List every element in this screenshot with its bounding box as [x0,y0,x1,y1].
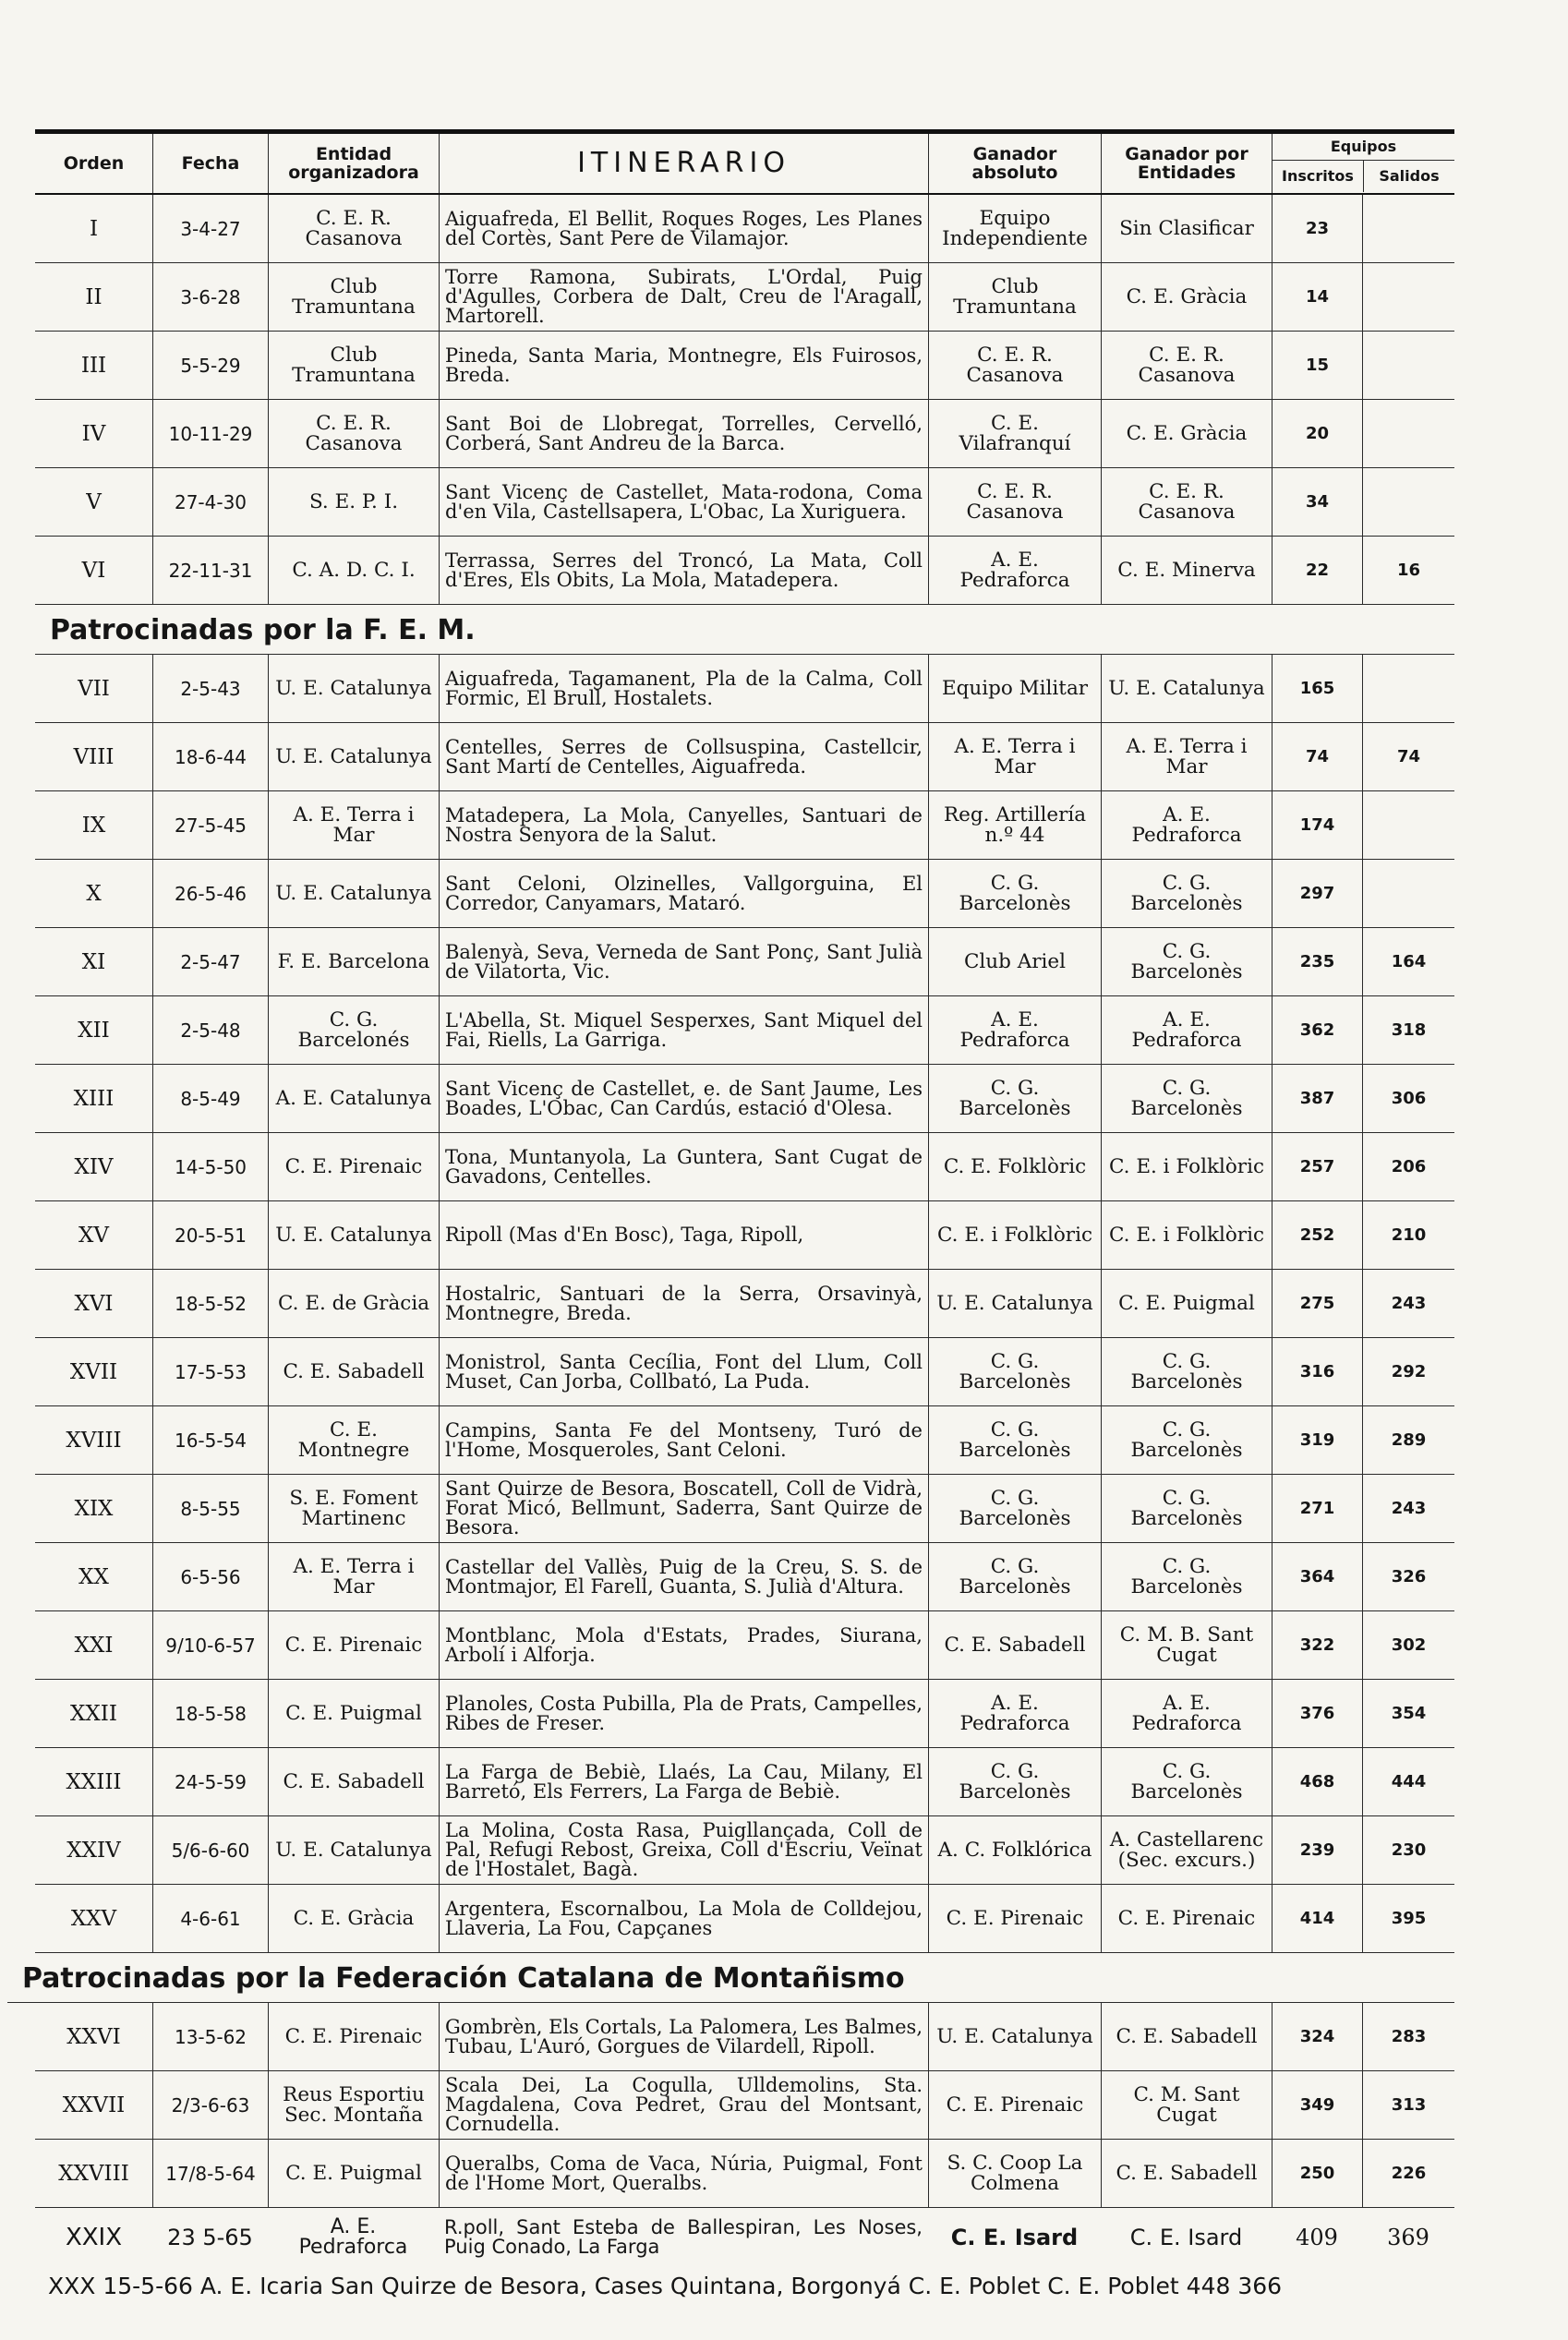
cell-salidos [1362,263,1454,331]
cell-ganador-entidades: C. G. Barcelonès [1101,1475,1272,1542]
cell-fecha: 24-5-59 [152,1748,268,1815]
table-row [35,1816,1454,1885]
cell-salidos [1362,468,1454,536]
cell-fecha: 18-6-44 [152,723,268,790]
cell-itinerario: Centelles, Serres de Collsuspina, Castellcir, Sant Martí de Centelles, Aiguafreda. [439,723,928,790]
cell-inscritos: 250 [1272,2140,1362,2207]
equipos-label: Equipos [1272,134,1454,161]
cell-inscritos: 239 [1272,1816,1362,1884]
cell-salidos: 16 [1362,537,1454,604]
cell-inscritos: 319 [1272,1406,1362,1474]
cell-itinerario: Tona, Muntanyola, La Guntera, Sant Cugat de Gavadons, Centelles. [439,1133,928,1200]
table-header [35,129,1454,195]
cell-ganador-absoluto: C. E. i Folklòric [928,1201,1101,1269]
cell-orden: XIII [73,1086,115,1111]
cell-entidad: U. E. Catalunya [268,860,439,927]
cell-orden: V [86,489,102,514]
cell-fecha: 26-5-46 [152,860,268,927]
cell-ganador-absoluto: C. E. Sabadell [928,1611,1101,1679]
cell-itinerario: La Molina, Costa Rasa, Puigllançada, Coll de Pal, Refugi Rebost, Greixa, Coll d'Escriu, Veïnat de l'Hostalet, Bagà. [439,1816,928,1884]
cell-itinerario: Sant Quirze de Besora, Boscatell, Coll de Vidrà, Forat Micó, Bellmunt, Saderra, Sant Quirze de Besora. [439,1475,928,1542]
cell-fecha: 14-5-50 [152,1133,268,1200]
cell-itinerario: Sant Boi de Llobregat, Torrelles, Cervelló, Corberá, Sant Andreu de la Barca. [439,400,928,467]
cell-fecha: 5-5-29 [152,332,268,399]
cell-salidos [1362,400,1454,467]
cell-ganador-entidades: C. E. Minerva [1101,537,1272,604]
cell-itinerario: Terrassa, Serres del Troncó, La Mata, Coll d'Eres, Els Obits, La Mola, Matadepera. [439,537,928,604]
cell-ganador-absoluto: Club Tramuntana [928,263,1101,331]
cell-orden: XXII [70,1701,117,1726]
cell-ganador-entidades: C. G. Barcelonès [1101,1748,1272,1815]
cell-fecha: 17/8-5-64 [152,2140,268,2207]
cell-ganador-absoluto: Reg. Artillería n.º 44 [928,791,1101,859]
col-ganador-absoluto: Ganador absoluto [928,134,1101,193]
cell-ganador-entidades: C. E. Puigmal [1101,1270,1272,1337]
col-ganador-entidades: Ganador por Entidades [1101,134,1272,193]
cell-fecha: 18-5-58 [152,1680,268,1747]
table-row [35,723,1454,791]
cell-itinerario: Ripoll (Mas d'En Bosc), Taga, Ripoll, [439,1201,928,1269]
cell-inscritos: 349 [1272,2071,1362,2139]
cell-entidad: C. E. de Gràcia [268,1270,439,1337]
cell-entidad: S. E. P. I. [268,468,439,536]
cell-entidad: C. E. Sabadell [268,1338,439,1405]
cell-fecha: 17-5-53 [152,1338,268,1405]
cell-entidad: C. E. Sabadell [268,1748,439,1815]
cell-entidad: C. A. D. C. I. [268,537,439,604]
cell-orden: VII [78,676,110,701]
cell-orden: IV [81,421,106,446]
table-row [35,1680,1454,1748]
cell-inscritos: 15 [1272,332,1362,399]
section-fcm: Patrocinadas por la Federación Catalana de Montañismo [7,1953,1454,2003]
cell-ganador-entidades: A. E. Terra i Mar [1101,723,1272,790]
cell-fecha: 27-4-30 [152,468,268,536]
cell-orden: XXIII [66,1769,122,1794]
cell-orden: XXVIII [58,2161,129,2186]
cell-ganador-entidades: C. G. Barcelonès [1101,1406,1272,1474]
cell-fecha: 13-5-62 [152,2003,268,2070]
cell-orden: VI [81,558,106,583]
results-table [22,129,1454,2299]
cell-inscritos: 409 [1296,2225,1338,2250]
cell-orden: II [85,284,103,309]
cell-salidos: 210 [1362,1201,1454,1269]
cell-orden: XIV [74,1154,114,1179]
cell-orden: XVIII [66,1428,122,1453]
cell-inscritos: 34 [1272,468,1362,536]
cell-fecha: 27-5-45 [152,791,268,859]
cell-fecha: 3-6-28 [152,263,268,331]
table-row [35,400,1454,468]
cell-ganador-absoluto: C. E. Pirenaic [928,2071,1101,2139]
cell-fecha: 2-5-43 [152,655,268,722]
cell-ganador-entidades: C. E. Gràcia [1101,263,1272,331]
cell-inscritos: 252 [1272,1201,1362,1269]
cell-salidos: 292 [1362,1338,1454,1405]
table-row [35,1270,1454,1338]
cell-ganador-absoluto: A. C. Folklórica [928,1816,1101,1884]
cell-orden: XXI [74,1633,114,1658]
cell-fecha: 10-11-29 [152,400,268,467]
cell-salidos: 369 [1387,2225,1429,2250]
cell-itinerario: Torre Ramona, Subirats, L'Ordal, Puig d'Agulles, Corbera de Dalt, Creu de l'Aragall, Martorell. [439,263,928,331]
table-row [35,332,1454,400]
cell-itinerario: Aiguafreda, Tagamanent, Pla de la Calma, Coll Formic, El Brull, Hostalets. [439,655,928,722]
cell-ganador-absoluto: C. E. R. Casanova [928,332,1101,399]
cell-orden: XX [78,1564,109,1589]
cell-entidad: C. E. R. Casanova [268,195,439,262]
cell-fecha: 5/6-6-60 [152,1816,268,1884]
cell-itinerario: L'Abella, St. Miquel Sesperxes, Sant Miquel del Fai, Riells, La Garriga. [439,996,928,1064]
cell-salidos: 318 [1362,996,1454,1064]
cell-inscritos: 387 [1272,1065,1362,1132]
cell-ganador-entidades: C. E. R. Casanova [1101,468,1272,536]
cell-inscritos: 20 [1272,400,1362,467]
cell-inscritos: 322 [1272,1611,1362,1679]
table-row [35,1065,1454,1133]
cell-entidad: Club Tramuntana [268,263,439,331]
cell-ganador-absoluto: C. G. Barcelonès [928,1543,1101,1610]
table-row [35,996,1454,1065]
table-row [35,791,1454,860]
table-row [35,928,1454,996]
cell-salidos: 230 [1362,1816,1454,1884]
cell-itinerario: R.poll, Sant Esteba de Ballespiran, Les Noses, Puig Conado, La Farga [444,2216,923,2258]
cell-entidad: U. E. Catalunya [268,723,439,790]
cell-entidad: U. E. Catalunya [268,1816,439,1884]
group-fcm [35,2003,1454,2208]
cell-ganador-absoluto: C. E. Isard [950,2225,1079,2250]
cell-inscritos: 362 [1272,996,1362,1064]
cell-fecha: 2-5-48 [152,996,268,1064]
cell-fecha: 2-5-47 [152,928,268,995]
cell-itinerario: Aiguafreda, El Bellit, Roques Roges, Les Planes del Cortès, Sant Pere de Vilamajor. [439,195,928,262]
cell-ganador-absoluto: Equipo Independiente [928,195,1101,262]
table-row [35,2071,1454,2140]
cell-ganador-entidades: C. E. Sabadell [1101,2003,1272,2070]
cell-inscritos: 14 [1272,263,1362,331]
cell-entidad: C. E. Pirenaic [268,1133,439,1200]
cell-inscritos: 275 [1272,1270,1362,1337]
cell-entidad: C. E. Pirenaic [268,2003,439,2070]
cell-ganador-absoluto: A. E. Pedraforca [928,537,1101,604]
table-row [35,1475,1454,1543]
cell-entidad: A. E. Terra i Mar [268,791,439,859]
cell-orden: XXIV [66,1838,121,1863]
cell-orden: XXVI [66,2024,121,2049]
cell-ganador-entidades: U. E. Catalunya [1101,655,1272,722]
cell-inscritos: 235 [1272,928,1362,995]
cell-ganador-absoluto: Club Ariel [928,928,1101,995]
cell-ganador-entidades: C. M. B. Sant Cugat [1101,1611,1272,1679]
cell-inscritos: 165 [1272,655,1362,722]
cell-salidos: 444 [1362,1748,1454,1815]
cell-inscritos: 324 [1272,2003,1362,2070]
cell-salidos: 395 [1362,1885,1454,1952]
cell-itinerario: La Farga de Bebiè, Llaés, La Cau, Milany, El Barretó, Els Ferrers, La Farga de Bebiè. [439,1748,928,1815]
cell-orden: XXVII [62,2093,126,2117]
cell-ganador-absoluto: C. E. R. Casanova [928,468,1101,536]
cell-itinerario: Balenyà, Seva, Verneda de Sant Ponç, Sant Julià de Vilatorta, Vic. [439,928,928,995]
cell-entidad: C. E. Puigmal [268,1680,439,1747]
cell-ganador-entidades: A. E. Pedraforca [1101,1680,1272,1747]
cell-entidad: Club Tramuntana [268,332,439,399]
table-row [35,655,1454,723]
cell-itinerario: Pineda, Santa Maria, Montnegre, Els Fuirosos, Breda. [439,332,928,399]
cell-salidos: 243 [1362,1270,1454,1337]
cell-inscritos: 174 [1272,791,1362,859]
table-row-30: XXX 15-5-66 A. E. Icaria San Quirze de Besora, Cases Quintana, Borgonyá C. E. Poblet C. E. Poblet 448 366 [48,2273,1283,2299]
col-orden: Orden [63,153,125,174]
cell-itinerario: Scala Dei, La Cogulla, Ulldemolins, Sta. Magdalena, Cova Pedret, Grau del Montsant, Cornudella. [439,2071,928,2139]
section-fem: Patrocinadas por la F. E. M. [35,605,1454,655]
cell-salidos: 206 [1362,1133,1454,1200]
col-entidad: Entidad organizadora [268,134,439,193]
cell-salidos: 306 [1362,1065,1454,1132]
cell-ganador-entidades: C. E. Isard [1129,2225,1243,2250]
table-row [35,1611,1454,1680]
cell-ganador-absoluto: S. C. Coop La Colmena [928,2140,1101,2207]
cell-inscritos: 297 [1272,860,1362,927]
group-early [35,195,1454,605]
cell-orden: XVI [74,1291,114,1316]
cell-itinerario: Matadepera, La Mola, Canyelles, Santuari de Nostra Senyora de la Salut. [439,791,928,859]
cell-ganador-absoluto: C. G. Barcelonès [928,860,1101,927]
cell-salidos: 326 [1362,1543,1454,1610]
cell-entidad: C. E. Gràcia [268,1885,439,1952]
cell-ganador-absoluto: A. E. Terra i Mar [928,723,1101,790]
cell-ganador-entidades: A. E. Pedraforca [1101,996,1272,1064]
cell-inscritos: 74 [1272,723,1362,790]
cell-ganador-absoluto: C. G. Barcelonès [928,1065,1101,1132]
cell-salidos: 164 [1362,928,1454,995]
col-itinerario: ITINERARIO [439,134,928,193]
cell-fecha: 4-6-61 [152,1885,268,1952]
cell-entidad: C. E. Montnegre [268,1406,439,1474]
cell-ganador-absoluto: A. E. Pedraforca [928,996,1101,1064]
cell-entidad: C. G. Barcelonés [268,996,439,1064]
cell-ganador-entidades: C. G. Barcelonès [1101,1543,1272,1610]
cell-itinerario: Campins, Santa Fe del Montseny, Turó de l'Home, Mosqueroles, Sant Celoni. [439,1406,928,1474]
cell-orden: XII [78,1018,110,1043]
table-row [35,2140,1454,2208]
cell-orden: X [86,881,102,906]
cell-itinerario: Sant Celoni, Olzinelles, Vallgorguina, El Corredor, Canyamars, Mataró. [439,860,928,927]
cell-orden: XXV [70,1906,117,1931]
cell-ganador-entidades: C. G. Barcelonès [1101,928,1272,995]
cell-ganador-absoluto: C. G. Barcelonès [928,1406,1101,1474]
cell-salidos: 289 [1362,1406,1454,1474]
col-salidos: Salidos [1363,161,1454,192]
table-row [35,263,1454,332]
cell-ganador-absoluto: U. E. Catalunya [928,2003,1101,2070]
cell-inscritos: 364 [1272,1543,1362,1610]
cell-orden: XVII [69,1359,118,1384]
col-fecha: Fecha [152,134,268,193]
table-row [35,468,1454,537]
cell-fecha: 23 5-65 [167,2225,253,2250]
cell-inscritos: 376 [1272,1680,1362,1747]
cell-entidad: C. E. Pirenaic [268,1611,439,1679]
table-row [35,1338,1454,1406]
table-row [35,1748,1454,1816]
cell-ganador-absoluto: C. E. Pirenaic [928,1885,1101,1952]
group-fem [35,655,1454,1953]
cell-salidos: 226 [1362,2140,1454,2207]
table-row [35,860,1454,928]
table-row [35,1133,1454,1201]
cell-ganador-entidades: C. G. Barcelonès [1101,860,1272,927]
cell-itinerario: Montblanc, Mola d'Estats, Prades, Siurana, Arbolí i Alforja. [439,1611,928,1679]
col-equipos [1272,134,1454,193]
cell-salidos [1362,655,1454,722]
cell-fecha: 16-5-54 [152,1406,268,1474]
cell-orden: I [89,216,99,241]
cell-entidad: U. E. Catalunya [268,1201,439,1269]
cell-itinerario: Argentera, Escornalbou, La Mola de Colldejou, Llaveria, La Fou, Capçanes [439,1885,928,1952]
cell-inscritos: 316 [1272,1338,1362,1405]
cell-ganador-entidades: C. E. Pirenaic [1101,1885,1272,1952]
cell-ganador-absoluto: C. G. Barcelonès [928,1338,1101,1405]
cell-orden: XI [81,949,106,974]
cell-ganador-entidades: C. M. Sant Cugat [1101,2071,1272,2139]
cell-fecha: 22-11-31 [152,537,268,604]
cell-ganador-absoluto: C. G. Barcelonès [928,1748,1101,1815]
cell-fecha: 2/3-6-63 [152,2071,268,2139]
table-row [35,1406,1454,1475]
table-row [35,1201,1454,1270]
col-inscritos: Inscritos [1282,167,1354,185]
cell-ganador-absoluto: C. E. Folklòric [928,1133,1101,1200]
cell-itinerario: Hostalric, Santuari de la Serra, Orsavinyà, Montnegre, Breda. [439,1270,928,1337]
cell-entidad: F. E. Barcelona [268,928,439,995]
cell-inscritos: 468 [1272,1748,1362,1815]
cell-itinerario: Sant Vicenç de Castellet, e. de Sant Jaume, Les Boades, L'Obac, Can Cardús, estació d'Olesa. [439,1065,928,1132]
cell-salidos: 302 [1362,1611,1454,1679]
cell-orden: III [80,353,107,378]
cell-ganador-absoluto: C. E. Vilafranquí [928,400,1101,467]
cell-ganador-entidades: C. E. i Folklòric [1101,1133,1272,1200]
table-row [35,537,1454,605]
cell-entidad: U. E. Catalunya [268,655,439,722]
cell-entidad: A. E. Terra i Mar [268,1543,439,1610]
cell-ganador-absoluto: U. E. Catalunya [928,1270,1101,1337]
cell-fecha: 8-5-55 [152,1475,268,1542]
cell-entidad: S. E. Foment Martinenc [268,1475,439,1542]
cell-salidos: 354 [1362,1680,1454,1747]
cell-orden: XV [78,1223,109,1248]
table-row [35,2003,1454,2071]
table-row-29 [35,2208,1454,2267]
cell-fecha: 9/10-6-57 [152,1611,268,1679]
cell-salidos: 283 [1362,2003,1454,2070]
cell-inscritos: 271 [1272,1475,1362,1542]
cell-entidad: A. E. Pedraforca [298,2215,408,2259]
cell-itinerario: Queralbs, Coma de Vaca, Núria, Puigmal, Font de l'Home Mort, Queralbs. [439,2140,928,2207]
table-row [35,1885,1454,1953]
cell-itinerario: Sant Vicenç de Castellet, Mata-rodona, Coma d'en Vila, Castellsapera, L'Obac, La Xuriguera. [439,468,928,536]
cell-ganador-absoluto: C. G. Barcelonès [928,1475,1101,1542]
cell-ganador-entidades: Sin Clasificar [1101,195,1272,262]
cell-inscritos: 414 [1272,1885,1362,1952]
cell-salidos: 74 [1362,723,1454,790]
table-row [35,1543,1454,1611]
cell-salidos: 243 [1362,1475,1454,1542]
cell-orden: VIII [73,744,115,769]
cell-itinerario: Gombrèn, Els Cortals, La Palomera, Les Balmes, Tubau, L'Auró, Gorgues de Vilardell, Ripoll. [439,2003,928,2070]
cell-orden: IX [81,813,106,838]
cell-inscritos: 23 [1272,195,1362,262]
cell-salidos [1362,791,1454,859]
cell-entidad: C. E. Puigmal [268,2140,439,2207]
cell-ganador-entidades: C. E. Gràcia [1101,400,1272,467]
cell-ganador-entidades: C. E. R. Casanova [1101,332,1272,399]
cell-fecha: 3-4-27 [152,195,268,262]
cell-inscritos: 22 [1272,537,1362,604]
cell-itinerario: Planoles, Costa Pubilla, Pla de Prats, Campelles, Ribes de Freser. [439,1680,928,1747]
cell-salidos [1362,195,1454,262]
cell-itinerario: Monistrol, Santa Cecília, Font del Llum, Coll Muset, Can Jorba, Collbató, La Puda. [439,1338,928,1405]
cell-entidad: C. E. R. Casanova [268,400,439,467]
cell-salidos [1362,332,1454,399]
cell-inscritos: 257 [1272,1133,1362,1200]
cell-ganador-absoluto: A. E. Pedraforca [928,1680,1101,1747]
cell-ganador-entidades: C. E. Sabadell [1101,2140,1272,2207]
cell-itinerario: Castellar del Vallès, Puig de la Creu, S. S. de Montmajor, El Farell, Guanta, S. Julià d'Altura. [439,1543,928,1610]
cell-fecha: 18-5-52 [152,1270,268,1337]
cell-ganador-entidades: C. G. Barcelonès [1101,1338,1272,1405]
cell-ganador-entidades: C. G. Barcelonès [1101,1065,1272,1132]
cell-salidos: 313 [1362,2071,1454,2139]
cell-ganador-entidades: A. Castellarenc (Sec. excurs.) [1101,1816,1272,1884]
cell-salidos [1362,860,1454,927]
cell-ganador-entidades: C. E. i Folklòric [1101,1201,1272,1269]
cell-entidad: Reus Esportiu Sec. Montaña [268,2071,439,2139]
cell-entidad: A. E. Catalunya [268,1065,439,1132]
cell-orden: XIX [74,1496,114,1521]
cell-orden: XXIX [65,2224,123,2251]
table-row [35,195,1454,263]
cell-ganador-absoluto: Equipo Militar [928,655,1101,722]
cell-fecha: 6-5-56 [152,1543,268,1610]
cell-ganador-entidades: A. E. Pedraforca [1101,791,1272,859]
cell-fecha: 8-5-49 [152,1065,268,1132]
cell-fecha: 20-5-51 [152,1201,268,1269]
